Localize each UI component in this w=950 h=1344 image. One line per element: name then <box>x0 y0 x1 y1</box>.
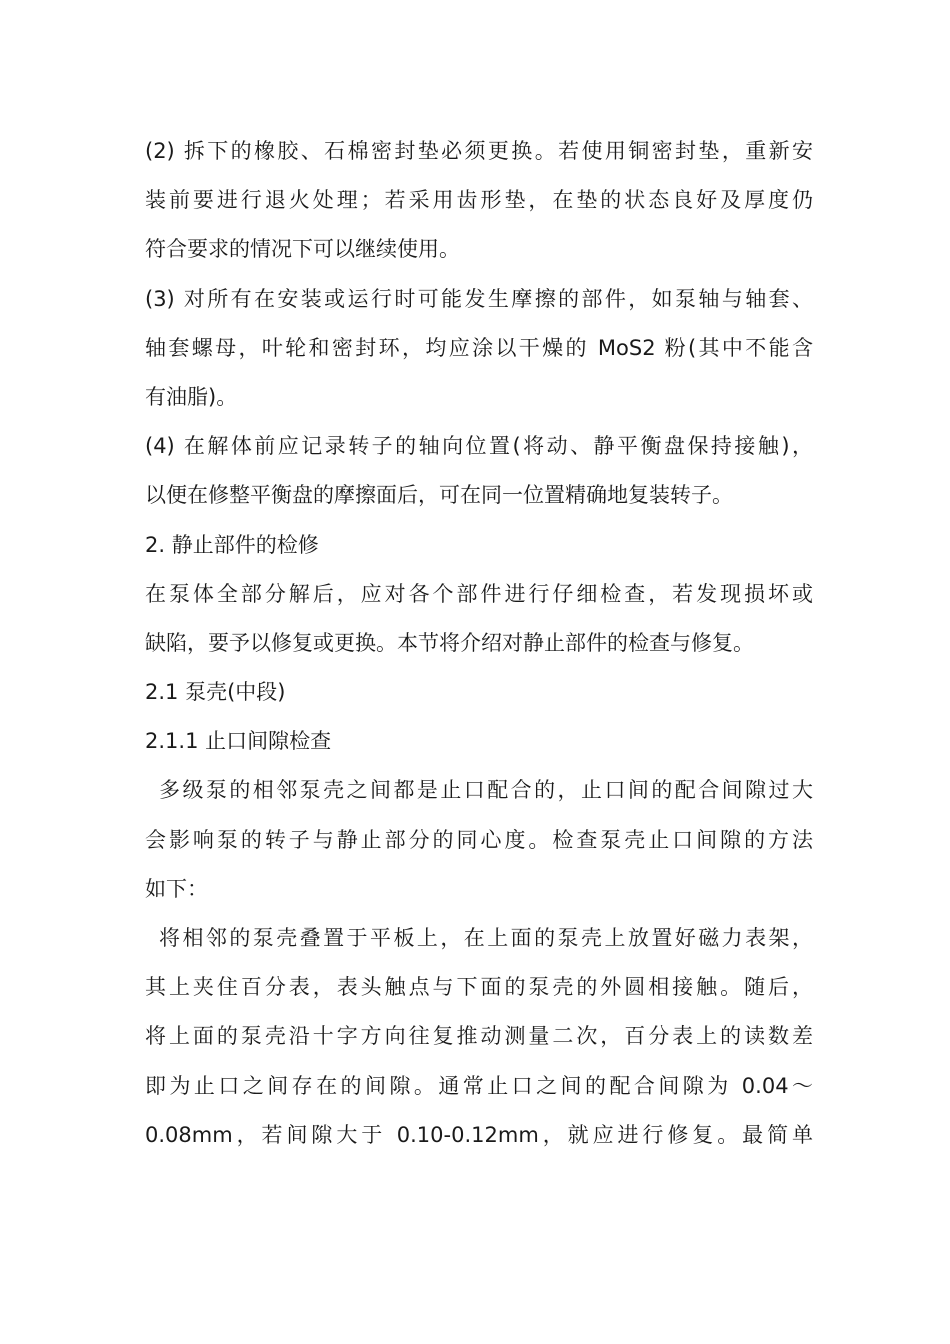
paragraph-3-line-1: (3) 对所有在安装或运行时可能发生摩擦的部件，如泵轴与轴套、 <box>145 286 813 311</box>
method-paragraph-line-1: 将相邻的泵壳叠置于平板上，在上面的泵壳上放置好磁力表架， <box>159 926 813 950</box>
paragraph-4-line-1: (4) 在解体前应记录转子的轴向位置(将动、静平衡盘保持接触)， <box>145 434 813 459</box>
paragraph-2-line-2: 装前要进行退火处理；若采用齿形垫，在垫的状态良好及厚度仍 <box>145 188 813 213</box>
clearance-paragraph-line-3: 如下： <box>145 876 208 901</box>
method-paragraph-line-3: 将上面的泵壳沿十字方向往复推动测量二次，百分表上的读数差 <box>145 1024 813 1049</box>
document-body <box>145 127 813 1160</box>
intro-paragraph-line-1: 在泵体全部分解后，应对各个部件进行仔细检查，若发现损坏或 <box>145 581 813 606</box>
paragraph-3-line-3: 有油脂)。 <box>145 384 238 409</box>
clearance-paragraph-line-1: 多级泵的相邻泵壳之间都是止口配合的，止口间的配合间隙过大 <box>159 778 813 803</box>
method-paragraph-line-5: 0.08mm，若间隙大于 0.10-0.12mm，就应进行修复。最简单 <box>145 1122 813 1147</box>
section-heading-2: 2. 静止部件的检修 <box>145 532 319 557</box>
method-paragraph-line-2: 其上夹住百分表，表头触点与下面的泵壳的外圆相接触。随后， <box>145 975 813 1000</box>
paragraph-4-line-2: 以便在修整平衡盘的摩擦面后，可在同一位置精确地复装转子。 <box>145 483 733 508</box>
section-heading-2-1: 2.1 泵壳(中段) <box>145 680 286 705</box>
clearance-paragraph-line-2: 会影响泵的转子与静止部分的同心度。检查泵壳止口间隙的方法 <box>145 827 813 852</box>
method-paragraph-line-4: 即为止口之间存在的间隙。通常止口之间的配合间隙为 0.04～ <box>145 1073 813 1098</box>
paragraph-2-line-3: 符合要求的情况下可以继续使用。 <box>145 237 460 262</box>
paragraph-3-line-2: 轴套螺母，叶轮和密封环，均应涂以干燥的 MoS2 粉(其中不能含 <box>145 335 813 360</box>
paragraph-2-line-1: (2) 拆下的橡胶、石棉密封垫必须更换。若使用铜密封垫，重新安 <box>145 139 813 163</box>
section-heading-2-1-1: 2.1.1 止口间隙检查 <box>145 729 332 754</box>
intro-paragraph-line-2: 缺陷，要予以修复或更换。本节将介绍对静止部件的检查与修复。 <box>145 630 754 655</box>
